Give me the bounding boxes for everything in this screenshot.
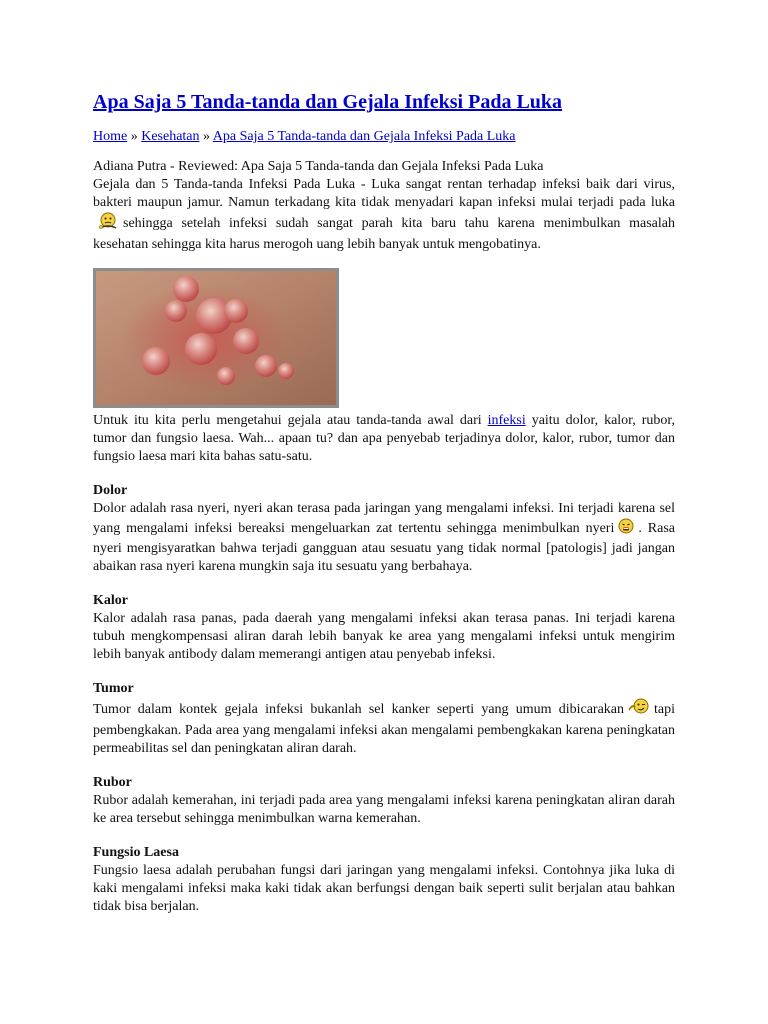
section-heading: Tumor — [93, 681, 134, 696]
pain-smiley-icon — [618, 518, 634, 540]
section-body — [93, 500, 675, 576]
section-kalor — [93, 592, 675, 664]
section-body: Fungsio laesa adalah perubahan fungsi dari jaringan yang mengalami infeksi. Contohnya jika luka di kaki mengalami infeksi maka kaki tidak akan berfungsi dengan baik seperti sulit berjalan atau bahkan tidak bisa berjalan. — [93, 863, 675, 914]
title-link[interactable]: Apa Saja 5 Tanda-tanda dan Gejala Infeksi Pada Luka — [93, 91, 563, 113]
dolor-text-1: Dolor adalah rasa nyeri, nyeri akan terasa pada jaringan yang mengalami infeksi. Ini terjadi karena sel yang mengalami infeksi bereaksi mengeluarkan zat tertentu sehingga menimbulkan nyeri — [93, 501, 675, 537]
infeksi-link[interactable]: infeksi — [487, 413, 526, 428]
breadcrumb — [93, 128, 675, 146]
section-body: Rubor adalah kemerahan, ini terjadi pada area yang mengalami infeksi karena peningkatan aliran darah ke area tersebut sehingga menimbulkan warna kemerahan. — [93, 793, 675, 826]
breadcrumb-separator: » — [199, 129, 213, 144]
breadcrumb-home-link[interactable]: Home — [93, 129, 128, 144]
intro-continued-paragraph — [93, 412, 675, 466]
after-photo-text-1: Untuk itu kita perlu mengetahui gejala atau tanda-tanda awal dari — [93, 413, 488, 428]
breadcrumb-current-link[interactable]: Apa Saja 5 Tanda-tanda dan Gejala Infeksi Pada Luka — [212, 129, 516, 144]
section-rubor — [93, 774, 675, 828]
wink-smiley-icon — [628, 698, 650, 722]
section-body: Kalor adalah rasa panas, pada daerah yang mengalami infeksi akan terasa panas. Ini terjadi karena tubuh mengkompensasi aliran darah lebih banyak ke area yang mengalami infeksi untuk mengirim lebih banyak antibody dalam memerangi antigen atau penyebab infeksi. — [93, 611, 675, 662]
tumor-text-1: Tumor dalam kontek gejala infeksi bukanlah sel kanker seperti yang umum dibicarakan — [93, 702, 624, 718]
section-dolor — [93, 482, 675, 576]
section-body — [93, 698, 675, 758]
section-heading: Kalor — [93, 593, 128, 608]
tumor-text-2: tapi pembengkakan. Pada area yang mengalami infeksi akan mengalami pembengkakan karena peningkatan permeabilitas sel dan peningkatan aliran darah. — [93, 702, 675, 756]
intro-text-2: sehingga setelah infeksi sudah sangat parah kita baru tahu karena menimbulkan masalah kesehatan sehingga kita harus merogoh uang lebih banyak untuk mengobatinya. — [93, 216, 675, 252]
skin-infection-image — [96, 271, 336, 405]
breadcrumb-separator: » — [127, 129, 142, 144]
section-heading: Fungsio Laesa — [93, 845, 179, 860]
dolor-text-2: . Rasa nyeri mengisyaratkan bahwa terjadi gangguan atau sesuatu yang tidak normal [patologis] jadi jangan abaikan rasa nyeri karena mungkin saja itu sesuatu yang berbahaya. — [93, 521, 675, 574]
section-heading: Dolor — [93, 483, 128, 498]
infection-photo — [93, 268, 339, 408]
byline: Adiana Putra - Reviewed: Apa Saja 5 Tanda-tanda dan Gejala Infeksi Pada Luka — [93, 159, 544, 174]
thinking-smiley-icon — [97, 212, 119, 236]
breadcrumb-category-link[interactable]: Kesehatan — [141, 129, 200, 144]
article — [93, 90, 675, 916]
section-fungsio-laesa — [93, 844, 675, 916]
section-tumor — [93, 680, 675, 758]
after-photo-text-2: yaitu dolor, kalor, rubor, tumor dan fungsio laesa. Wah... apaan tu? dan apa penyebab terjadinya dolor, kalor, rubor, tumor dan fungsio laesa mari kita bahas satu-satu. — [93, 413, 676, 464]
intro-paragraph — [93, 176, 675, 254]
section-heading: Rubor — [93, 775, 132, 790]
intro-text-1: Gejala dan 5 Tanda-tanda Infeksi Pada Luka - Luka sangat rentan terhadap infeksi baik dari virus, bakteri maupun jamur. Namun terkadang kita tidak menyadari kapan infeksi mulai terjadi pada luka — [93, 177, 675, 210]
page-title[interactable] — [93, 90, 675, 114]
